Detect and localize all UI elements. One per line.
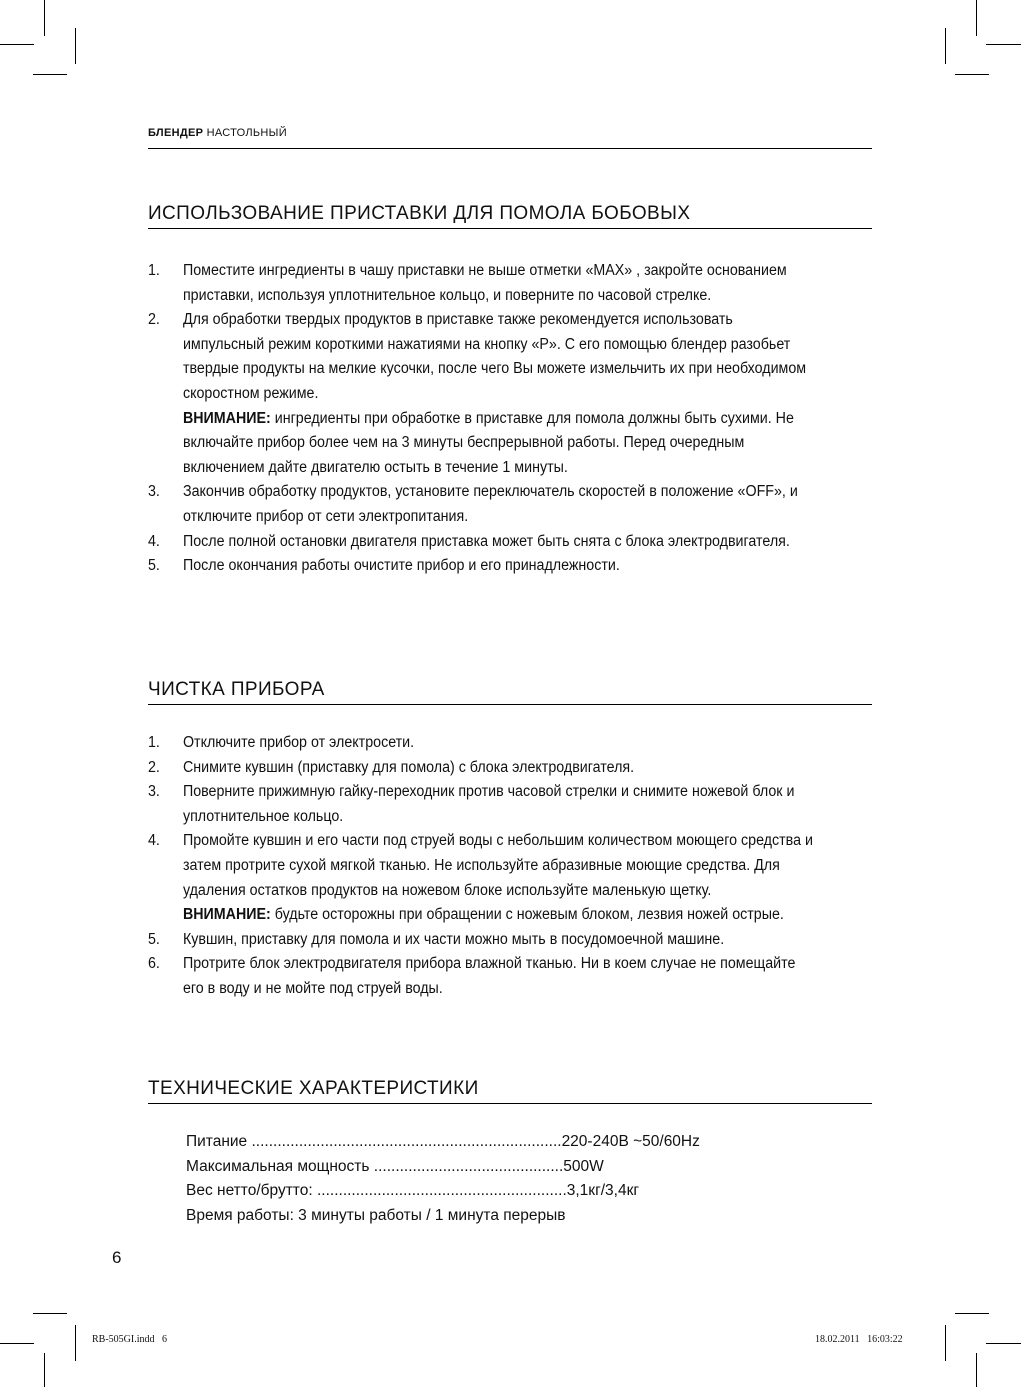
list-item [148, 530, 814, 555]
item-number: 4. [148, 832, 160, 850]
crop-mark [0, 1343, 34, 1344]
crop-mark [33, 74, 67, 75]
item-text: Кувшин, приставку для помола и их части можно мыть в посудомоечной машине. [182, 930, 725, 948]
warning-text: будьте осторожны при обращении с ножевым блоком, лезвия ножей острые. [274, 906, 784, 924]
steps-list [148, 259, 872, 579]
crop-mark [75, 1325, 76, 1361]
item-number: 3. [148, 483, 160, 501]
section-cleaning [148, 678, 872, 1002]
spec-label: Питание [186, 1133, 248, 1150]
section-title: ЧИСТКА ПРИБОРА [148, 678, 872, 705]
item-number: 2. [148, 758, 160, 776]
item-number: 5. [148, 557, 160, 575]
list-item [148, 259, 814, 308]
item-text: Промойте кувшин и его части под струей воды с небольшим количеством моющего средства и затем протрите сухой мягкой тканью. Не используйте абразивные моющие средства. Для удаления остатков продуктов на ножевом блоке используйте маленькую щетку. [182, 832, 813, 899]
header-rule [148, 148, 872, 149]
crop-mark [945, 28, 946, 64]
crop-mark [44, 1353, 45, 1387]
list-item [148, 952, 814, 1001]
item-text: После окончания работы очистите прибор и его принадлежности. [182, 557, 620, 575]
item-number: 1. [148, 734, 160, 751]
item-number: 6. [148, 955, 160, 973]
item-text: После полной остановки двигателя приставка может быть снята с блока электродвигателя. [182, 532, 790, 550]
spec-leader: .......................................................... [312, 1182, 567, 1200]
crop-mark [955, 74, 989, 75]
slug-datetime: 18.02.2011 16:03:22 [815, 1334, 903, 1345]
warning-label: ВНИМАНИЕ: [182, 906, 271, 924]
item-number: 4. [148, 532, 160, 550]
item-number: 2. [148, 311, 160, 329]
warning-text: ингредиенты при обработке в приставке для помола должны быть сухими. Не включайте прибор более чем на 3 минуты беспрерывной работы. Перед очередным включением дайте двигателю остыть в течение 1 минуты. [182, 409, 794, 476]
spec-note: Время работы: 3 минуты работы / 1 минута перерыв [186, 1206, 566, 1224]
spec-row [186, 1179, 872, 1204]
running-header [148, 127, 287, 139]
spec-row [186, 1130, 872, 1155]
item-text: Поместите ингредиенты в чашу приставки не выше отметки «MAX» , закройте основанием приставки, используя уплотнительное кольцо, и поверните по часовой стрелке. [182, 262, 787, 304]
spec-label: Вес нетто/брутто: [186, 1182, 313, 1200]
crop-mark [945, 1325, 946, 1361]
list-item [148, 480, 814, 529]
spec-label: Максимальная мощность [186, 1157, 370, 1175]
section-title: ИСПОЛЬЗОВАНИЕ ПРИСТАВКИ ДЛЯ ПОМОЛА БОБОВЫХ [148, 202, 872, 229]
item-text: Закончив обработку продуктов, установите переключатель скоростей в положение «OFF», и отключите прибор от сети электропитания. [182, 483, 798, 525]
spec-leader: ............................................ [369, 1157, 564, 1175]
crop-mark [955, 1313, 989, 1314]
section-grinder-attachment [148, 202, 872, 579]
slug-filename: RB-505GI.indd 6 [92, 1334, 167, 1345]
list-item [148, 780, 814, 829]
item-text: Для обработки твердых продуктов в приставке также рекомендуется использовать импульсный режим короткими нажатиями на кнопку «P». С его помощью блендер разобьет твердые продукты на мелкие кусочки, после чего Вы можете измельчить их при необходимом скоростном режиме. [182, 311, 807, 402]
section-specifications [148, 1077, 872, 1228]
item-text: Протрите блок электродвигателя прибора влажной тканью. Ни в коем случае не помещайте его в воду и не мойте под струей воды. [182, 955, 796, 997]
spec-leader: ........................................................................ [247, 1133, 562, 1150]
section-title: ТЕХНИЧЕСКИЕ ХАРАКТЕРИСТИКИ [148, 1077, 872, 1104]
list-item [148, 928, 814, 953]
crop-mark [976, 1353, 977, 1387]
item-text: Снимите кувшин (приставку для помола) с блока электродвигателя. [182, 758, 635, 776]
list-item [148, 308, 814, 480]
crop-mark [976, 0, 977, 36]
spec-value: 3,1кг/3,4кг [566, 1182, 640, 1200]
item-number: 3. [148, 783, 160, 801]
spec-value: 220-240В ~50/60Hz [561, 1133, 700, 1150]
spec-value: 500W [563, 1157, 604, 1175]
running-header-bold: БЛЕНДЕР [148, 127, 204, 139]
crop-mark [986, 44, 1021, 45]
steps-list [148, 731, 872, 1002]
page-number: 6 [112, 1248, 122, 1267]
spec-row [186, 1155, 872, 1180]
specs-list [148, 1130, 872, 1228]
crop-mark [0, 44, 34, 45]
item-text: Поверните прижимную гайку-переходник против часовой стрелки и снимите ножевой блок и уплотнительное кольцо. [182, 783, 795, 825]
item-number: 5. [148, 930, 160, 948]
list-item [148, 829, 814, 927]
running-header-normal: НАСТОЛЬНЫЙ [206, 127, 287, 139]
crop-mark [75, 28, 76, 64]
list-item [148, 554, 814, 579]
item-number: 1. [148, 262, 160, 279]
list-item [148, 731, 814, 756]
item-text: Отключите прибор от электросети. [182, 734, 415, 751]
crop-mark [33, 1313, 67, 1314]
crop-mark [44, 0, 45, 36]
list-item [148, 756, 814, 781]
crop-mark [986, 1343, 1021, 1344]
warning-label: ВНИМАНИЕ: [182, 409, 271, 427]
